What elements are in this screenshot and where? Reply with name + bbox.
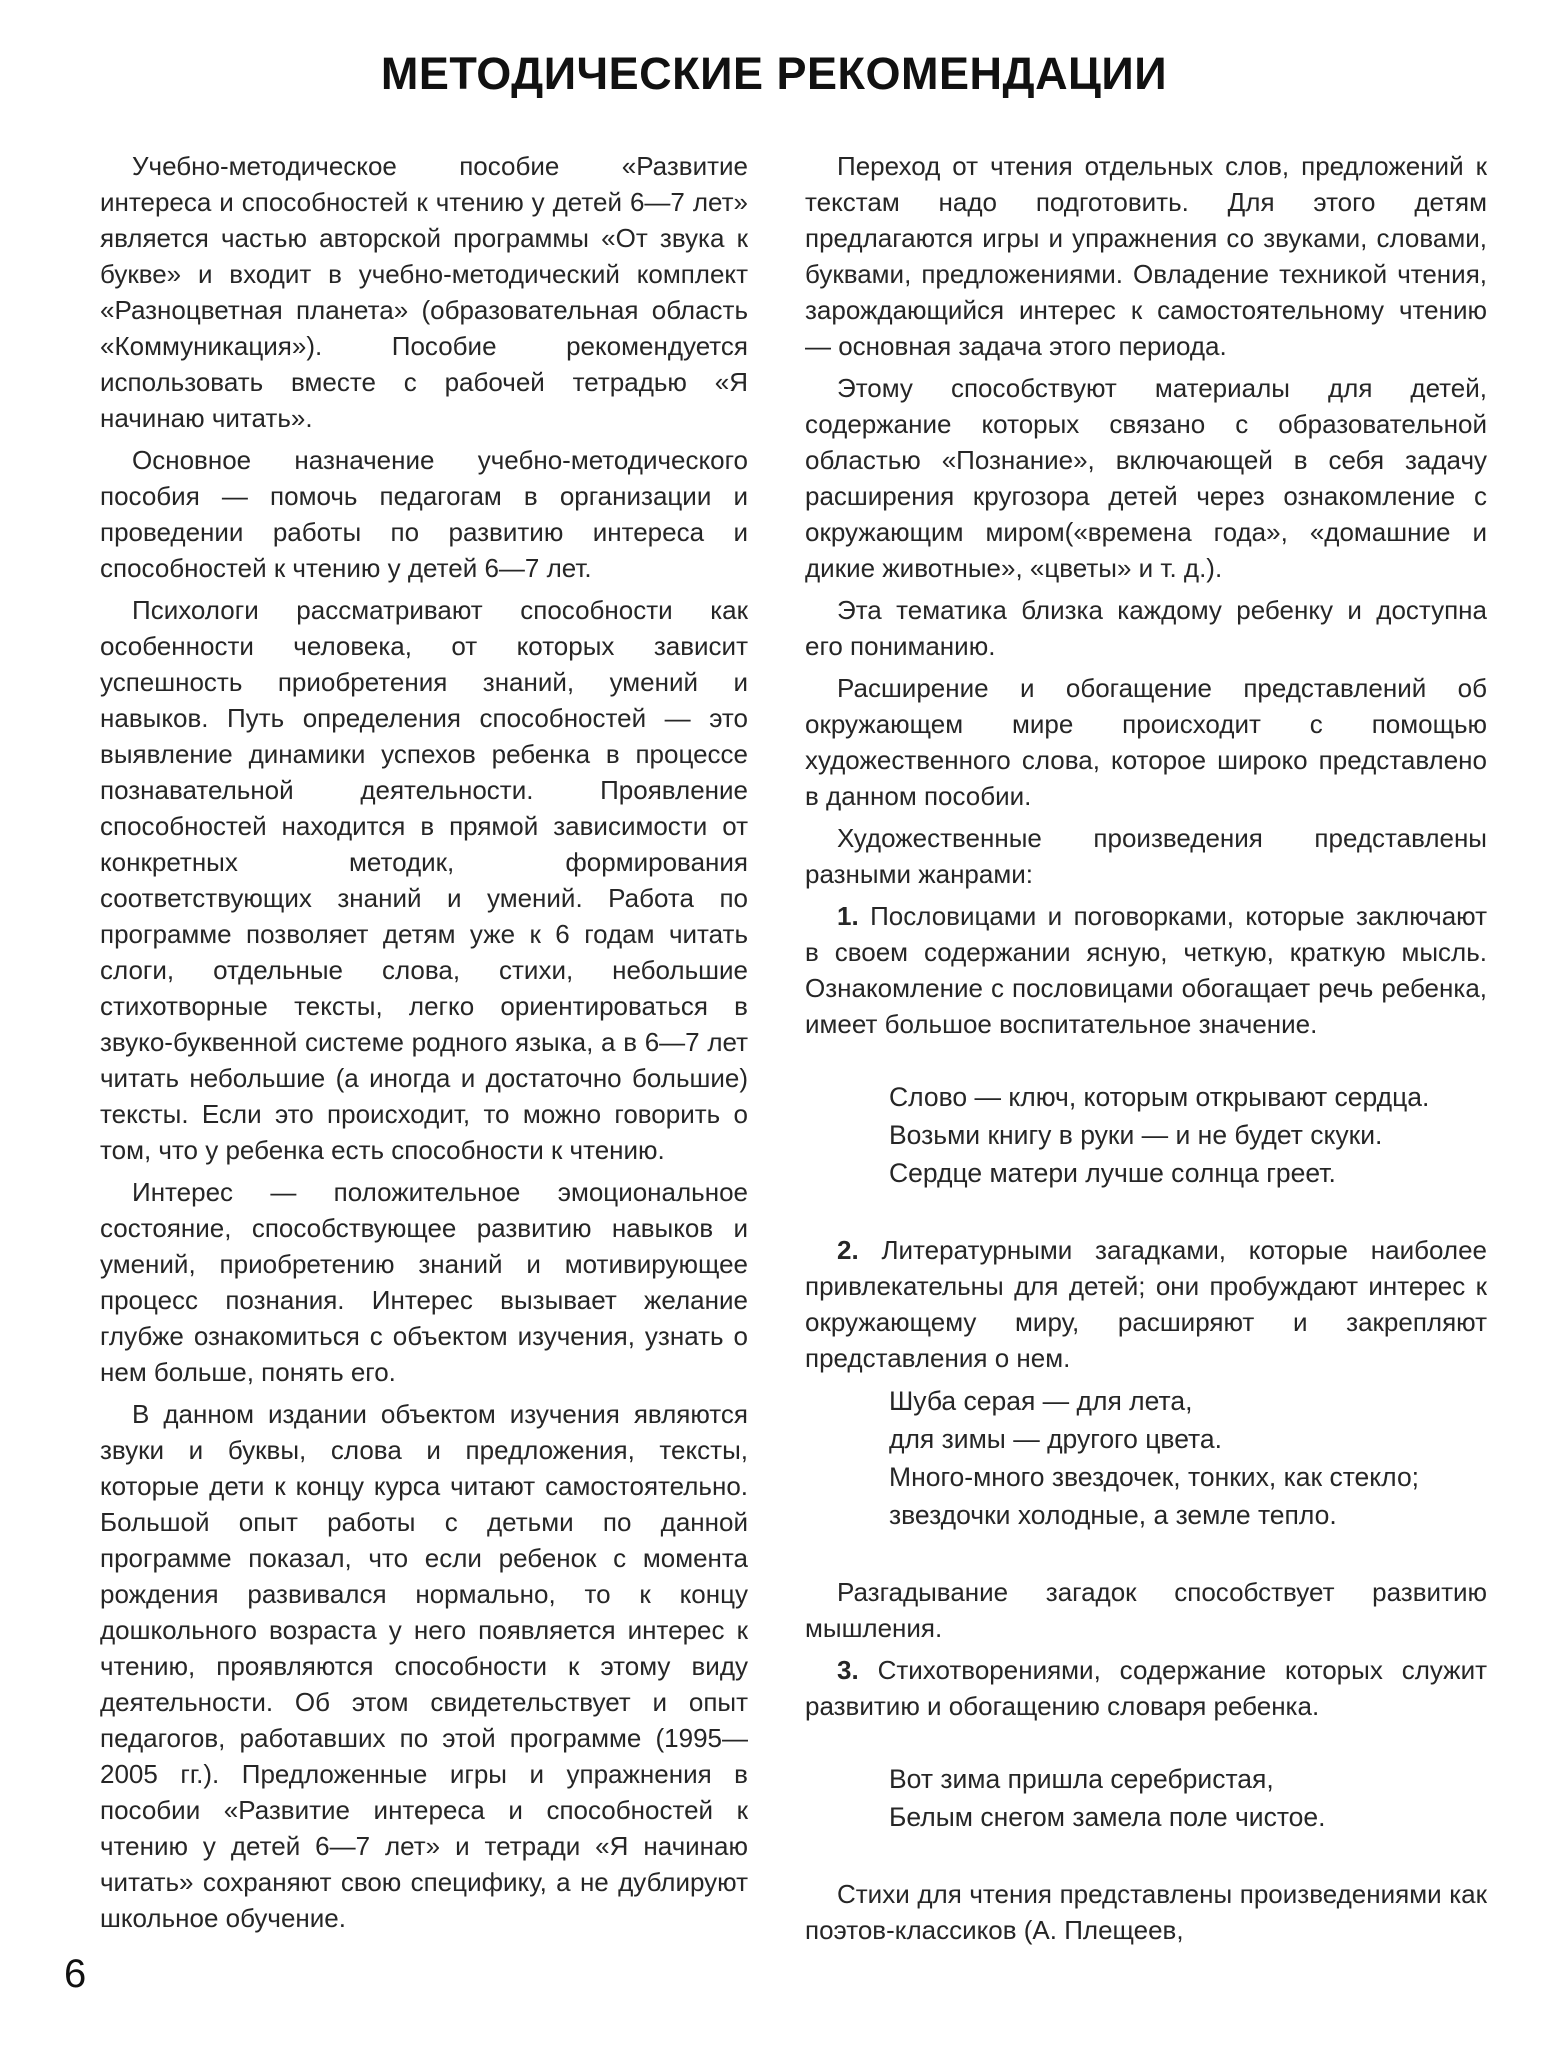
poem-line: Белым снегом замела поле чистое. (889, 1802, 1326, 1832)
left-column (100, 148, 748, 1942)
item-number: 1. (837, 901, 859, 931)
item-number: 3. (837, 1655, 859, 1685)
paragraph: Переход от чтения отдельных слов, предложений к текстам надо подготовить. Для этого детям предлагаются игры и упражнения со звуками, словами, буквами, предложениями. Овладение техникой чтения, зарождающийся интерес к самостоятельному чтению — основная задача этого периода. (805, 151, 1487, 361)
paragraph: Разгадывание загадок способствует развитию мышления. (805, 1577, 1487, 1643)
riddle-line: для зимы — другого цвета. (889, 1424, 1222, 1454)
genre-item-riddles (805, 1232, 1487, 1376)
right-column (805, 148, 1487, 1954)
paragraph: Интерес — положительное эмоциональное состояние, способствующее развитию навыков и умений, приобретению знаний и мотивирующее процесс познания. Интерес вызывает желание глубже ознакомиться с объектом изучения, узнать о нем больше, понять его. (100, 1177, 748, 1387)
riddle-line: Много-много звездочек, тонких, как стекло; (889, 1462, 1420, 1492)
paragraph: Расширение и обогащение представлений об окружающем мире происходит с помощью художественного слова, которое широко представлено в данном пособии. (805, 673, 1487, 811)
riddle-block (889, 1382, 1487, 1534)
genre-item-proverbs (805, 898, 1487, 1042)
genre-item-poems (805, 1652, 1487, 1724)
page-title: МЕТОДИЧЕСКИЕ РЕКОМЕНДАЦИИ (380, 48, 1168, 99)
paragraph: В данном издании объектом изучения являются звуки и буквы, слова и предложения, тексты, которые дети к концу курса читают самостоятельно. Большой опыт работы с детьми по данной программе показал, что если ребенок с момента рождения развивался нормально, то к концу дошкольного возраста у него появляется интерес к чтению, проявляются способности к этому виду деятельности. Об этом свидетельствует и опыт педагогов, работавших по этой программе (1995—2005 гг.). Предложенные игры и упражнения в пособии «Развитие интереса и способностей к чтению у детей 6—7 лет» и тетради «Я начинаю читать» сохраняют свою специфику, а не дублируют школьное обучение. (100, 1399, 748, 1933)
paragraph: Учебно-методическое пособие «Развитие интереса и способностей к чтению у детей 6—7 лет» является частью авторской программы «От звука к букве» и входит в учебно-методический комплект «Разноцветная планета» (образовательная область «Коммуникация»). Пособие рекомендуется использовать вместе с рабочей тетрадью «Я начинаю читать». (100, 151, 748, 433)
paragraph: Художественные произведения представлены разными жанрами: (805, 823, 1487, 889)
paragraph: Стихи для чтения представлены произведениями как поэтов-классиков (А. Плещеев, (805, 1879, 1487, 1945)
item-number: 2. (837, 1235, 859, 1265)
item-text: Пословицами и поговорками, которые заключают в своем содержании ясную, четкую, краткую мысль. Ознакомление с пословицами обогащает речь ребенка, имеет большое воспитательное значение. (805, 901, 1487, 1039)
proverb-line: Сердце матери лучше солнца греет. (889, 1158, 1336, 1188)
proverb-line: Слово — ключ, которым открывают сердца. (889, 1082, 1430, 1112)
paragraph: Психологи рассматривают способности как особенности человека, от которых зависит успешность приобретения знаний, умений и навыков. Путь определения способностей — это выявление динамики успехов ребенка в процессе познавательной деятельности. Проявление способностей находится в прямой зависимости от конкретных методик, формирования соответствующих знаний и умений. Работа по программе позволяет детям уже к 6 годам читать слоги, отдельные слова, стихи, небольшие стихотворные тексты, легко ориентироваться в звуко-буквенной системе родного языка, а в 6—7 лет читать небольшие (а иногда и достаточно большие) тексты. Если это происходит, то можно говорить о том, что у ребенка есть способности к чтению. (100, 595, 748, 1165)
paragraph: Эта тематика близка каждому ребенку и доступна его пониманию. (805, 595, 1487, 661)
poem-block (889, 1760, 1487, 1836)
item-text: Литературными загадками, которые наиболее привлекательны для детей; они пробуждают интерес к окружающему миру, расширяют и закрепляют представления о нем. (805, 1235, 1487, 1373)
riddle-line: Шуба серая — для лета, (889, 1386, 1193, 1416)
proverb-line: Возьми книгу в руки — и не будет скуки. (889, 1120, 1383, 1150)
proverbs-block (889, 1078, 1487, 1192)
paragraph: Основное назначение учебно-методического пособия — помочь педагогам в организации и проведении работы по развитию интереса и способностей к чтению у детей 6—7 лет. (100, 445, 748, 583)
poem-line: Вот зима пришла серебристая, (889, 1764, 1274, 1794)
riddle-line: звездочки холодные, а земле тепло. (889, 1500, 1337, 1530)
item-text: Стихотворениями, содержание которых служит развитию и обогащению словаря ребенка. (805, 1655, 1487, 1721)
page-number: 6 (64, 1952, 87, 1996)
paragraph: Этому способствуют материалы для детей, содержание которых связано с образовательной областью «Познание», включающей в себя задачу расширения кругозора детей через ознакомление с окружающим миром(«времена года», «домашние и дикие животные», «цветы» и т. д.). (805, 373, 1487, 583)
